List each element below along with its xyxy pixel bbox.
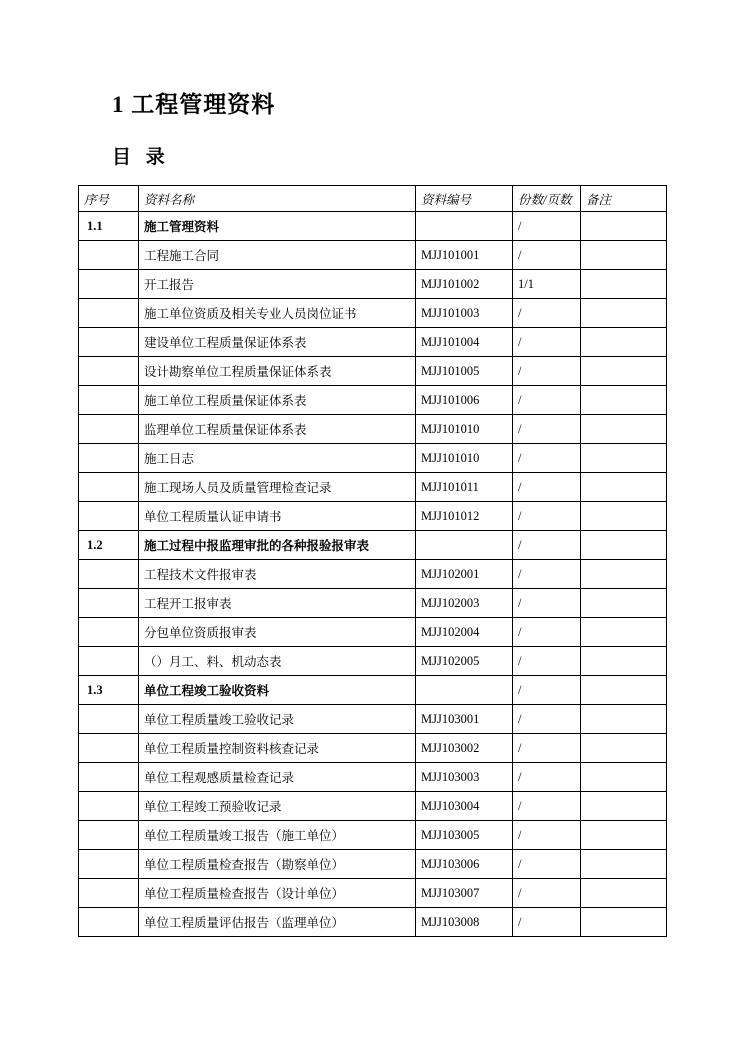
cell-name: 单位工程竣工验收资料 xyxy=(139,676,416,705)
cell-code: MJJ103006 xyxy=(416,850,513,879)
table-header xyxy=(79,186,667,212)
table-row xyxy=(79,618,667,647)
cell-code: MJJ102005 xyxy=(416,647,513,676)
document-title: 1 工程管理资料 xyxy=(112,92,276,117)
cell-no xyxy=(79,763,139,792)
cell-count: / xyxy=(513,734,581,763)
cell-name: 工程施工合同 xyxy=(139,241,416,270)
table-row xyxy=(79,560,667,589)
cell-count: / xyxy=(513,792,581,821)
cell-code: MJJ101001 xyxy=(416,241,513,270)
header-no: 序号 xyxy=(79,186,139,212)
cell-name: 单位工程质量竣工报告（施工单位） xyxy=(139,821,416,850)
cell-name: 单位工程质量检查报告（设计单位） xyxy=(139,879,416,908)
cell-no xyxy=(79,792,139,821)
cell-count: / xyxy=(513,473,581,502)
cell-count: / xyxy=(513,850,581,879)
cell-note xyxy=(581,734,667,763)
cell-code: MJJ103005 xyxy=(416,821,513,850)
table-row xyxy=(79,502,667,531)
cell-note xyxy=(581,618,667,647)
cell-code: MJJ101002 xyxy=(416,270,513,299)
cell-count: / xyxy=(513,241,581,270)
table-row xyxy=(79,647,667,676)
cell-no xyxy=(79,850,139,879)
table-row xyxy=(79,241,667,270)
cell-count: / xyxy=(513,879,581,908)
table-row xyxy=(79,473,667,502)
cell-count: / xyxy=(513,618,581,647)
cell-no xyxy=(79,357,139,386)
cell-no xyxy=(79,908,139,937)
cell-count: / xyxy=(513,328,581,357)
cell-note xyxy=(581,908,667,937)
cell-no xyxy=(79,821,139,850)
cell-no xyxy=(79,473,139,502)
cell-name: 监理单位工程质量保证体系表 xyxy=(139,415,416,444)
cell-note xyxy=(581,241,667,270)
cell-no xyxy=(79,589,139,618)
table-row xyxy=(79,676,667,705)
cell-count: / xyxy=(513,531,581,560)
cell-name: 建设单位工程质量保证体系表 xyxy=(139,328,416,357)
cell-note xyxy=(581,560,667,589)
cell-code: MJJ101010 xyxy=(416,444,513,473)
cell-no xyxy=(79,328,139,357)
cell-count: / xyxy=(513,647,581,676)
cell-code: MJJ103008 xyxy=(416,908,513,937)
cell-code: MJJ101006 xyxy=(416,386,513,415)
table-row xyxy=(79,821,667,850)
table-row xyxy=(79,908,667,937)
cell-name: 单位工程质量认证申请书 xyxy=(139,502,416,531)
cell-name: 施工单位工程质量保证体系表 xyxy=(139,386,416,415)
cell-no xyxy=(79,299,139,328)
cell-no xyxy=(79,560,139,589)
cell-no xyxy=(79,705,139,734)
cell-name: 单位工程竣工预验收记录 xyxy=(139,792,416,821)
cell-no: 1.2 xyxy=(79,531,139,560)
table-row xyxy=(79,212,667,241)
cell-no xyxy=(79,386,139,415)
table-row xyxy=(79,386,667,415)
cell-count: / xyxy=(513,589,581,618)
table-row xyxy=(79,444,667,473)
cell-name: 工程开工报审表 xyxy=(139,589,416,618)
cell-name: 单位工程质量竣工验收记录 xyxy=(139,705,416,734)
cell-code: MJJ101005 xyxy=(416,357,513,386)
cell-note xyxy=(581,763,667,792)
cell-code: MJJ101011 xyxy=(416,473,513,502)
cell-code xyxy=(416,212,513,241)
cell-count: 1/1 xyxy=(513,270,581,299)
cell-note xyxy=(581,531,667,560)
table-row xyxy=(79,357,667,386)
cell-count: / xyxy=(513,763,581,792)
cell-note xyxy=(581,415,667,444)
cell-name: 工程技术文件报审表 xyxy=(139,560,416,589)
cell-note xyxy=(581,676,667,705)
cell-note xyxy=(581,705,667,734)
table-row xyxy=(79,270,667,299)
header-code: 资料编号 xyxy=(416,186,513,212)
cell-note xyxy=(581,386,667,415)
cell-code: MJJ102003 xyxy=(416,589,513,618)
cell-count: / xyxy=(513,676,581,705)
cell-no xyxy=(79,879,139,908)
table-row xyxy=(79,415,667,444)
cell-code: MJJ102001 xyxy=(416,560,513,589)
cell-code: MJJ101012 xyxy=(416,502,513,531)
cell-name: 施工日志 xyxy=(139,444,416,473)
cell-count: / xyxy=(513,212,581,241)
header-count: 份数/页数 xyxy=(513,186,581,212)
cell-count: / xyxy=(513,705,581,734)
cell-name: 单位工程质量检查报告（勘察单位） xyxy=(139,850,416,879)
cell-note xyxy=(581,444,667,473)
cell-note xyxy=(581,792,667,821)
toc-table xyxy=(78,185,667,937)
table-row xyxy=(79,705,667,734)
cell-code: MJJ102004 xyxy=(416,618,513,647)
table-row xyxy=(79,734,667,763)
cell-no xyxy=(79,502,139,531)
table-row xyxy=(79,792,667,821)
cell-note xyxy=(581,357,667,386)
cell-code xyxy=(416,531,513,560)
table-body xyxy=(79,212,667,937)
cell-note xyxy=(581,850,667,879)
cell-no xyxy=(79,647,139,676)
cell-no xyxy=(79,734,139,763)
cell-count: / xyxy=(513,821,581,850)
table-row xyxy=(79,299,667,328)
cell-name: 施工现场人员及质量管理检查记录 xyxy=(139,473,416,502)
cell-note xyxy=(581,299,667,328)
cell-name: 单位工程质量控制资料核查记录 xyxy=(139,734,416,763)
cell-note xyxy=(581,502,667,531)
table-row xyxy=(79,328,667,357)
cell-count: / xyxy=(513,415,581,444)
cell-name: 单位工程观感质量检查记录 xyxy=(139,763,416,792)
cell-no xyxy=(79,618,139,647)
cell-count: / xyxy=(513,357,581,386)
cell-code: MJJ103001 xyxy=(416,705,513,734)
table-row xyxy=(79,763,667,792)
cell-no: 1.3 xyxy=(79,676,139,705)
cell-code: MJJ103007 xyxy=(416,879,513,908)
cell-no xyxy=(79,270,139,299)
cell-no xyxy=(79,444,139,473)
cell-note xyxy=(581,473,667,502)
cell-note xyxy=(581,270,667,299)
cell-note xyxy=(581,328,667,357)
cell-name: 设计勘察单位工程质量保证体系表 xyxy=(139,357,416,386)
cell-count: / xyxy=(513,299,581,328)
cell-count: / xyxy=(513,560,581,589)
cell-note xyxy=(581,647,667,676)
cell-name: （）月工、料、机动态表 xyxy=(139,647,416,676)
cell-name: 开工报告 xyxy=(139,270,416,299)
cell-code: MJJ103004 xyxy=(416,792,513,821)
cell-count: / xyxy=(513,386,581,415)
cell-name: 施工过程中报监理审批的各种报验报审表 xyxy=(139,531,416,560)
table-row xyxy=(79,589,667,618)
cell-note xyxy=(581,212,667,241)
cell-name: 施工单位资质及相关专业人员岗位证书 xyxy=(139,299,416,328)
cell-no xyxy=(79,241,139,270)
table-row xyxy=(79,531,667,560)
cell-name: 分包单位资质报审表 xyxy=(139,618,416,647)
cell-count: / xyxy=(513,908,581,937)
cell-note xyxy=(581,589,667,618)
header-note: 备注 xyxy=(581,186,667,212)
cell-code xyxy=(416,676,513,705)
cell-no xyxy=(79,415,139,444)
cell-code: MJJ101003 xyxy=(416,299,513,328)
cell-no: 1.1 xyxy=(79,212,139,241)
cell-note xyxy=(581,821,667,850)
table-row xyxy=(79,850,667,879)
cell-code: MJJ101004 xyxy=(416,328,513,357)
cell-count: / xyxy=(513,502,581,531)
cell-note xyxy=(581,879,667,908)
toc-heading: 目 录 xyxy=(112,147,170,168)
cell-code: MJJ101010 xyxy=(416,415,513,444)
cell-name: 施工管理资料 xyxy=(139,212,416,241)
cell-code: MJJ103003 xyxy=(416,763,513,792)
cell-code: MJJ103002 xyxy=(416,734,513,763)
header-name: 资料名称 xyxy=(139,186,416,212)
cell-name: 单位工程质量评估报告（监理单位） xyxy=(139,908,416,937)
table-row xyxy=(79,879,667,908)
cell-count: / xyxy=(513,444,581,473)
